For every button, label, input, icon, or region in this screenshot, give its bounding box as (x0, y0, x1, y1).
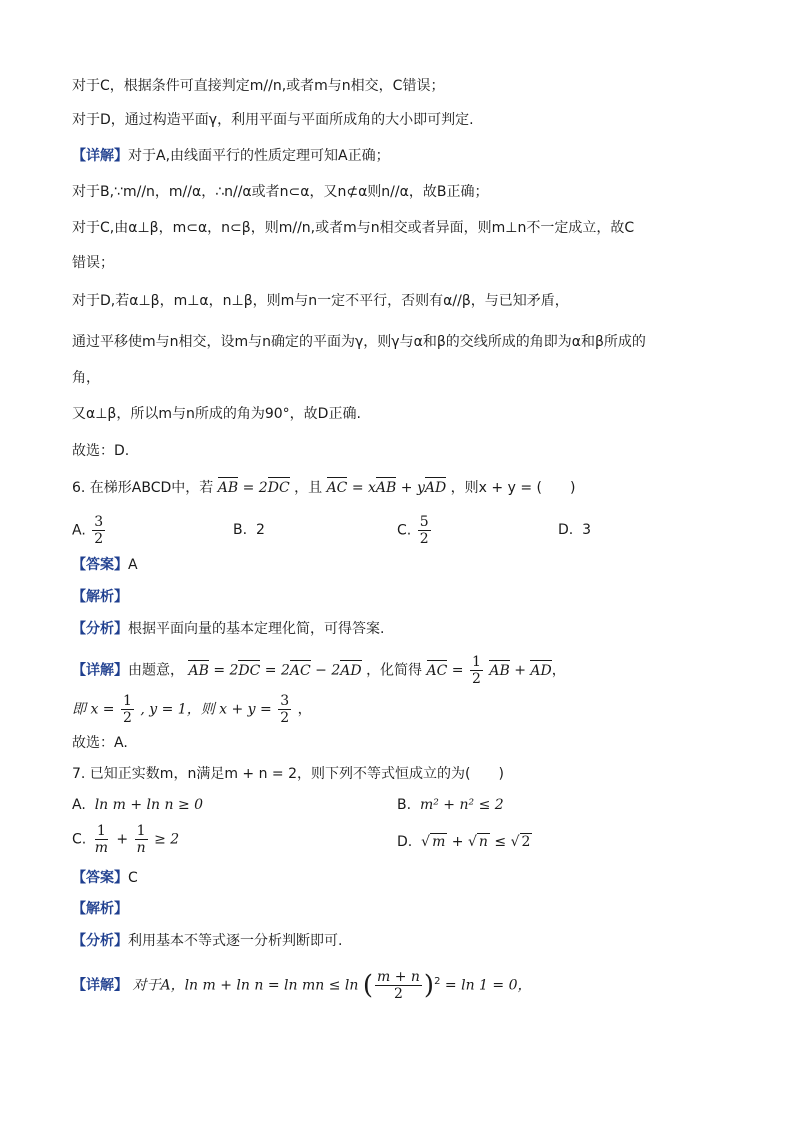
q6-choice: 故选：A. (72, 735, 128, 751)
option-fraction (418, 514, 431, 547)
answer-tag: 【答案】 (72, 870, 128, 886)
q6-vec-ac: AC (326, 480, 348, 496)
answer-value: C (128, 870, 138, 886)
q6-option-b (233, 520, 265, 540)
prev-choice: 故选：D. (72, 443, 130, 459)
frac-num: 3 (94, 514, 104, 530)
option-text: 3 (582, 522, 592, 538)
q7-answer (72, 868, 138, 888)
q6-detail (72, 654, 566, 687)
fenxi-tag: 【分析】 (72, 621, 128, 637)
q6-analysis-header (72, 587, 128, 607)
right-paren: ) (423, 970, 435, 1001)
option-label: B. (233, 522, 248, 538)
prev-detail-d2: 通过平移使m与n相交，设m与n确定的平面为γ，则γ与α和β的交线所成的角即为α和β所成的 (72, 334, 646, 350)
option-label: A. (72, 797, 86, 813)
frac-num: 5 (419, 514, 429, 530)
q7-option-a (72, 795, 203, 815)
q7-option-c (72, 823, 179, 856)
vec-ac: AC (289, 662, 311, 679)
q6-suffix: ，则x + y = ( ) (450, 480, 576, 496)
q7-stem: 7. 已知正实数m，n满足m + n = 2，则下列不等式恒成立的为( ) (72, 766, 504, 782)
eq: = 2 (213, 662, 239, 679)
sum-fraction (278, 693, 291, 726)
frac-num: 1 (471, 654, 481, 670)
q6-vec-ab: AB (217, 480, 239, 496)
q6-vec-dc: DC (267, 480, 290, 496)
option-text: ln m + ln n ≥ 0 (94, 797, 204, 813)
frac-num: m + n (376, 969, 420, 985)
frac-den: 2 (471, 671, 481, 687)
analysis-tag: 【解析】 (72, 589, 128, 605)
q6-plus-y: + y (400, 480, 425, 496)
prev-analysis-d: 对于D，通过构造平面γ，利用平面与平面所成角的大小即可判定. (72, 112, 474, 128)
option-text: 2 (255, 522, 265, 538)
q6-fenxi (72, 619, 384, 639)
vec-dc: DC (238, 662, 261, 679)
q7-fenxi (72, 931, 342, 951)
option-label: C. (72, 831, 87, 848)
q7-analysis-header (72, 899, 128, 919)
fenxi-text: 利用基本不等式逐一分析判断即可. (128, 933, 343, 949)
prev-detail-c2: 错误； (72, 255, 114, 271)
detail-tag: 【详解】 (72, 148, 128, 164)
result-mid: , y = 1，则 x + y = (140, 701, 272, 718)
frac-1-m (93, 823, 110, 856)
frac-den: 2 (280, 710, 290, 726)
prev-detail-d3: 角， (72, 370, 100, 386)
option-label: A. (72, 522, 86, 539)
q6-result (72, 693, 312, 726)
prev-analysis-c: 对于C，根据条件可直接判定m//n,或者m与n相交，C错误； (72, 78, 445, 94)
sqrt-n: √ n (467, 834, 488, 850)
detail-tag: 【详解】 (72, 977, 128, 994)
answer-value: A (128, 557, 138, 573)
fenxi-text: 根据平面向量的基本定理化简，可得答案. (128, 621, 385, 637)
radicand: 2 (521, 834, 531, 850)
detail-a-text: 对于A,由线面平行的性质定理可知A正确； (128, 148, 390, 164)
option-label: B. (397, 797, 412, 813)
option-tail: ≥ 2 (154, 831, 180, 848)
sqrt-m: √ m (421, 834, 446, 850)
frac-den: 2 (94, 531, 104, 547)
frac-num: 1 (136, 823, 146, 839)
detail-pre: 对于A，ln m + ln n = ln mn ≤ ln (132, 977, 359, 994)
prev-detail-c1: 对于C,由α⊥β，m⊂α，n⊂β，则m//n,或者m与n相交或者异面，则m⊥n不一定成立，故C (72, 220, 635, 236)
fenxi-tag: 【分析】 (72, 933, 128, 949)
q7-detail (72, 969, 531, 1002)
prev-detail-a (72, 146, 390, 166)
result-end: ， (297, 701, 312, 718)
frac-den: 2 (419, 531, 429, 547)
option-label: D. (397, 834, 413, 850)
q6-option-a (72, 514, 107, 547)
detail-post: = ln 1 = 0， (444, 977, 532, 994)
vec-ad: AD (530, 662, 552, 679)
prev-detail-d4: 又α⊥β，所以m与n所成的角为90°，故D正确. (72, 406, 361, 422)
x-fraction (121, 693, 134, 726)
option-label: C. (397, 522, 412, 539)
eq: = (451, 662, 464, 679)
minus: − 2 (315, 662, 341, 679)
plus: + (451, 834, 464, 850)
frac-1-n (135, 823, 148, 856)
le: ≤ (494, 834, 507, 850)
detail-pre: 由题意， (128, 662, 184, 679)
prev-detail-b: 对于B,∵m//n，m//α，∴n//α或者n⊂α，又n⊄α则n//α，故B正确； (72, 184, 489, 200)
frac-num: 1 (96, 823, 106, 839)
frac-den: n (136, 840, 146, 856)
frac-den: m (94, 840, 108, 856)
q6-vec-ab2: AB (375, 480, 397, 496)
q6-stem-prefix: 6. 在梯形ABCD中，若 (72, 480, 214, 496)
option-text: m² + n² ≤ 2 (419, 797, 504, 813)
half-fraction (470, 654, 483, 687)
q6-stem (72, 478, 575, 498)
plus: + (116, 831, 129, 848)
prev-detail-d1: 对于D,若α⊥β，m⊥α，n⊥β，则m与n一定不平行，否则有α//β，与已知矛盾， (72, 293, 569, 309)
analysis-tag: 【解析】 (72, 901, 128, 917)
square-exponent: 2 (434, 975, 441, 987)
q6-mid: ，且 (294, 480, 323, 496)
vec-ad: AD (340, 662, 362, 679)
q7-option-d (397, 832, 532, 852)
frac-num: 1 (122, 693, 132, 709)
detail-tag: 【详解】 (72, 662, 128, 679)
mn-half-fraction (375, 969, 422, 1002)
q6-vec-ad: AD (424, 480, 447, 496)
frac-num: 3 (280, 693, 290, 709)
sqrt-2: √ 2 (510, 834, 531, 850)
detail-mid: ，化简得 (366, 662, 423, 679)
q6-option-d (558, 520, 591, 540)
frac-den: 2 (393, 986, 403, 1002)
option-fraction (92, 514, 105, 547)
result-pre: 即 x = (72, 701, 115, 718)
vec-ab: AB (489, 662, 510, 679)
left-paren: ( (362, 970, 373, 1001)
vec-ac: AC (426, 662, 448, 679)
radicand: m (432, 834, 446, 850)
detail-end: ， (551, 662, 566, 679)
radicand: n (478, 834, 488, 850)
frac-den: 2 (122, 710, 132, 726)
q7-option-b (397, 795, 504, 815)
vec-ab: AB (188, 662, 209, 679)
q6-eq-x: = x (351, 480, 376, 496)
answer-tag: 【答案】 (72, 557, 128, 573)
option-label: D. (558, 522, 574, 538)
q6-option-c (397, 514, 433, 547)
plus: + (514, 662, 526, 679)
q6-answer (72, 555, 138, 575)
q6-eq: = 2 (242, 480, 268, 496)
eq: = 2 (264, 662, 290, 679)
